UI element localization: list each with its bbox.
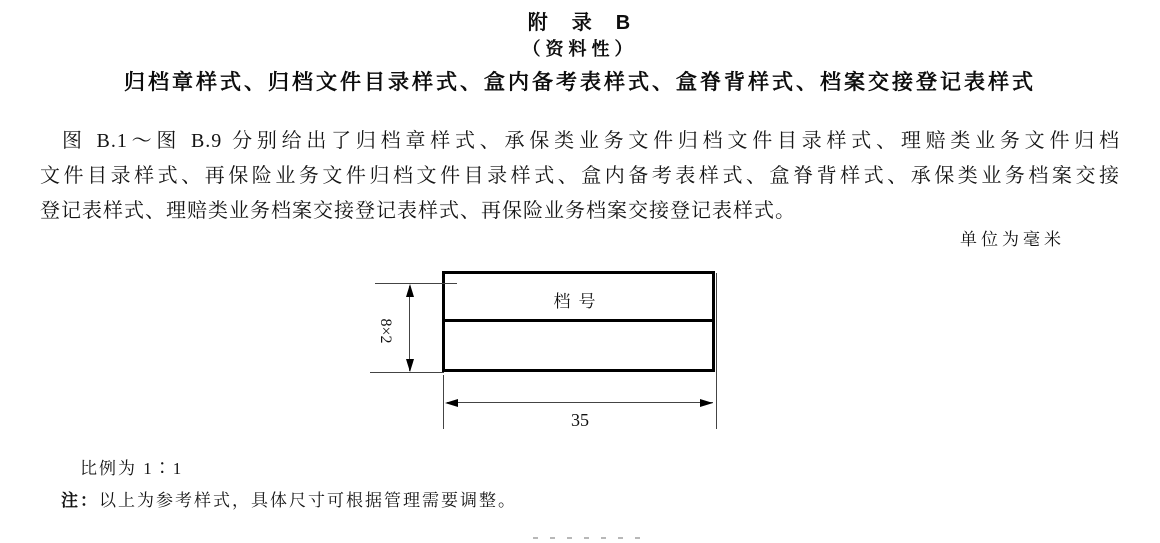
paragraph-line-3: 登记表样式、理赔类业务档案交接登记表样式、再保险业务档案交接登记表样式。 xyxy=(40,200,796,222)
stamp-row-divider xyxy=(442,319,715,322)
file-number-cell-label: 档号 xyxy=(553,292,604,311)
unit-note: 单位为毫米 xyxy=(960,230,1065,249)
arrowhead-left-icon xyxy=(445,399,458,407)
arrowhead-down-icon xyxy=(406,359,414,372)
width-dimension-line xyxy=(447,402,713,403)
cropped-caption-fragment xyxy=(533,537,643,539)
bottom-extension-line xyxy=(370,372,444,373)
paragraph-line-2: 文件目录样式、再保险业务文件归档文件目录样式、盒内备考表样式、盒脊背样式、承保类业务档案交接 xyxy=(40,165,1120,187)
height-dimension-label: 8×2 xyxy=(377,318,394,344)
appendix-type-label: （资料性） xyxy=(522,39,638,59)
right-extension-line xyxy=(716,273,717,429)
arrowhead-right-icon xyxy=(700,399,713,407)
intro-paragraph xyxy=(40,124,1120,229)
width-dimension-label: 35 xyxy=(571,410,589,430)
note-label: 注： xyxy=(61,491,99,510)
arrowhead-up-icon xyxy=(406,284,414,297)
appendix-title: 附 录 B xyxy=(527,12,633,34)
note-line xyxy=(61,486,517,511)
left-extension-line xyxy=(443,375,444,429)
scale-note: 比例为 1∶1 xyxy=(80,459,184,478)
appendix-heading: 归档章样式、归档文件目录样式、盒内备考表样式、盒脊背样式、档案交接登记表样式 xyxy=(124,71,1036,94)
top-extension-line xyxy=(375,283,457,284)
paragraph-line-1: 图 B.1～图 B.9 分别给出了归档章样式、承保类业务文件归档文件目录样式、理赔类业务文件归档 xyxy=(62,130,1120,152)
note-text: 以上为参考样式，具体尺寸可根据管理需要调整。 xyxy=(99,491,517,510)
